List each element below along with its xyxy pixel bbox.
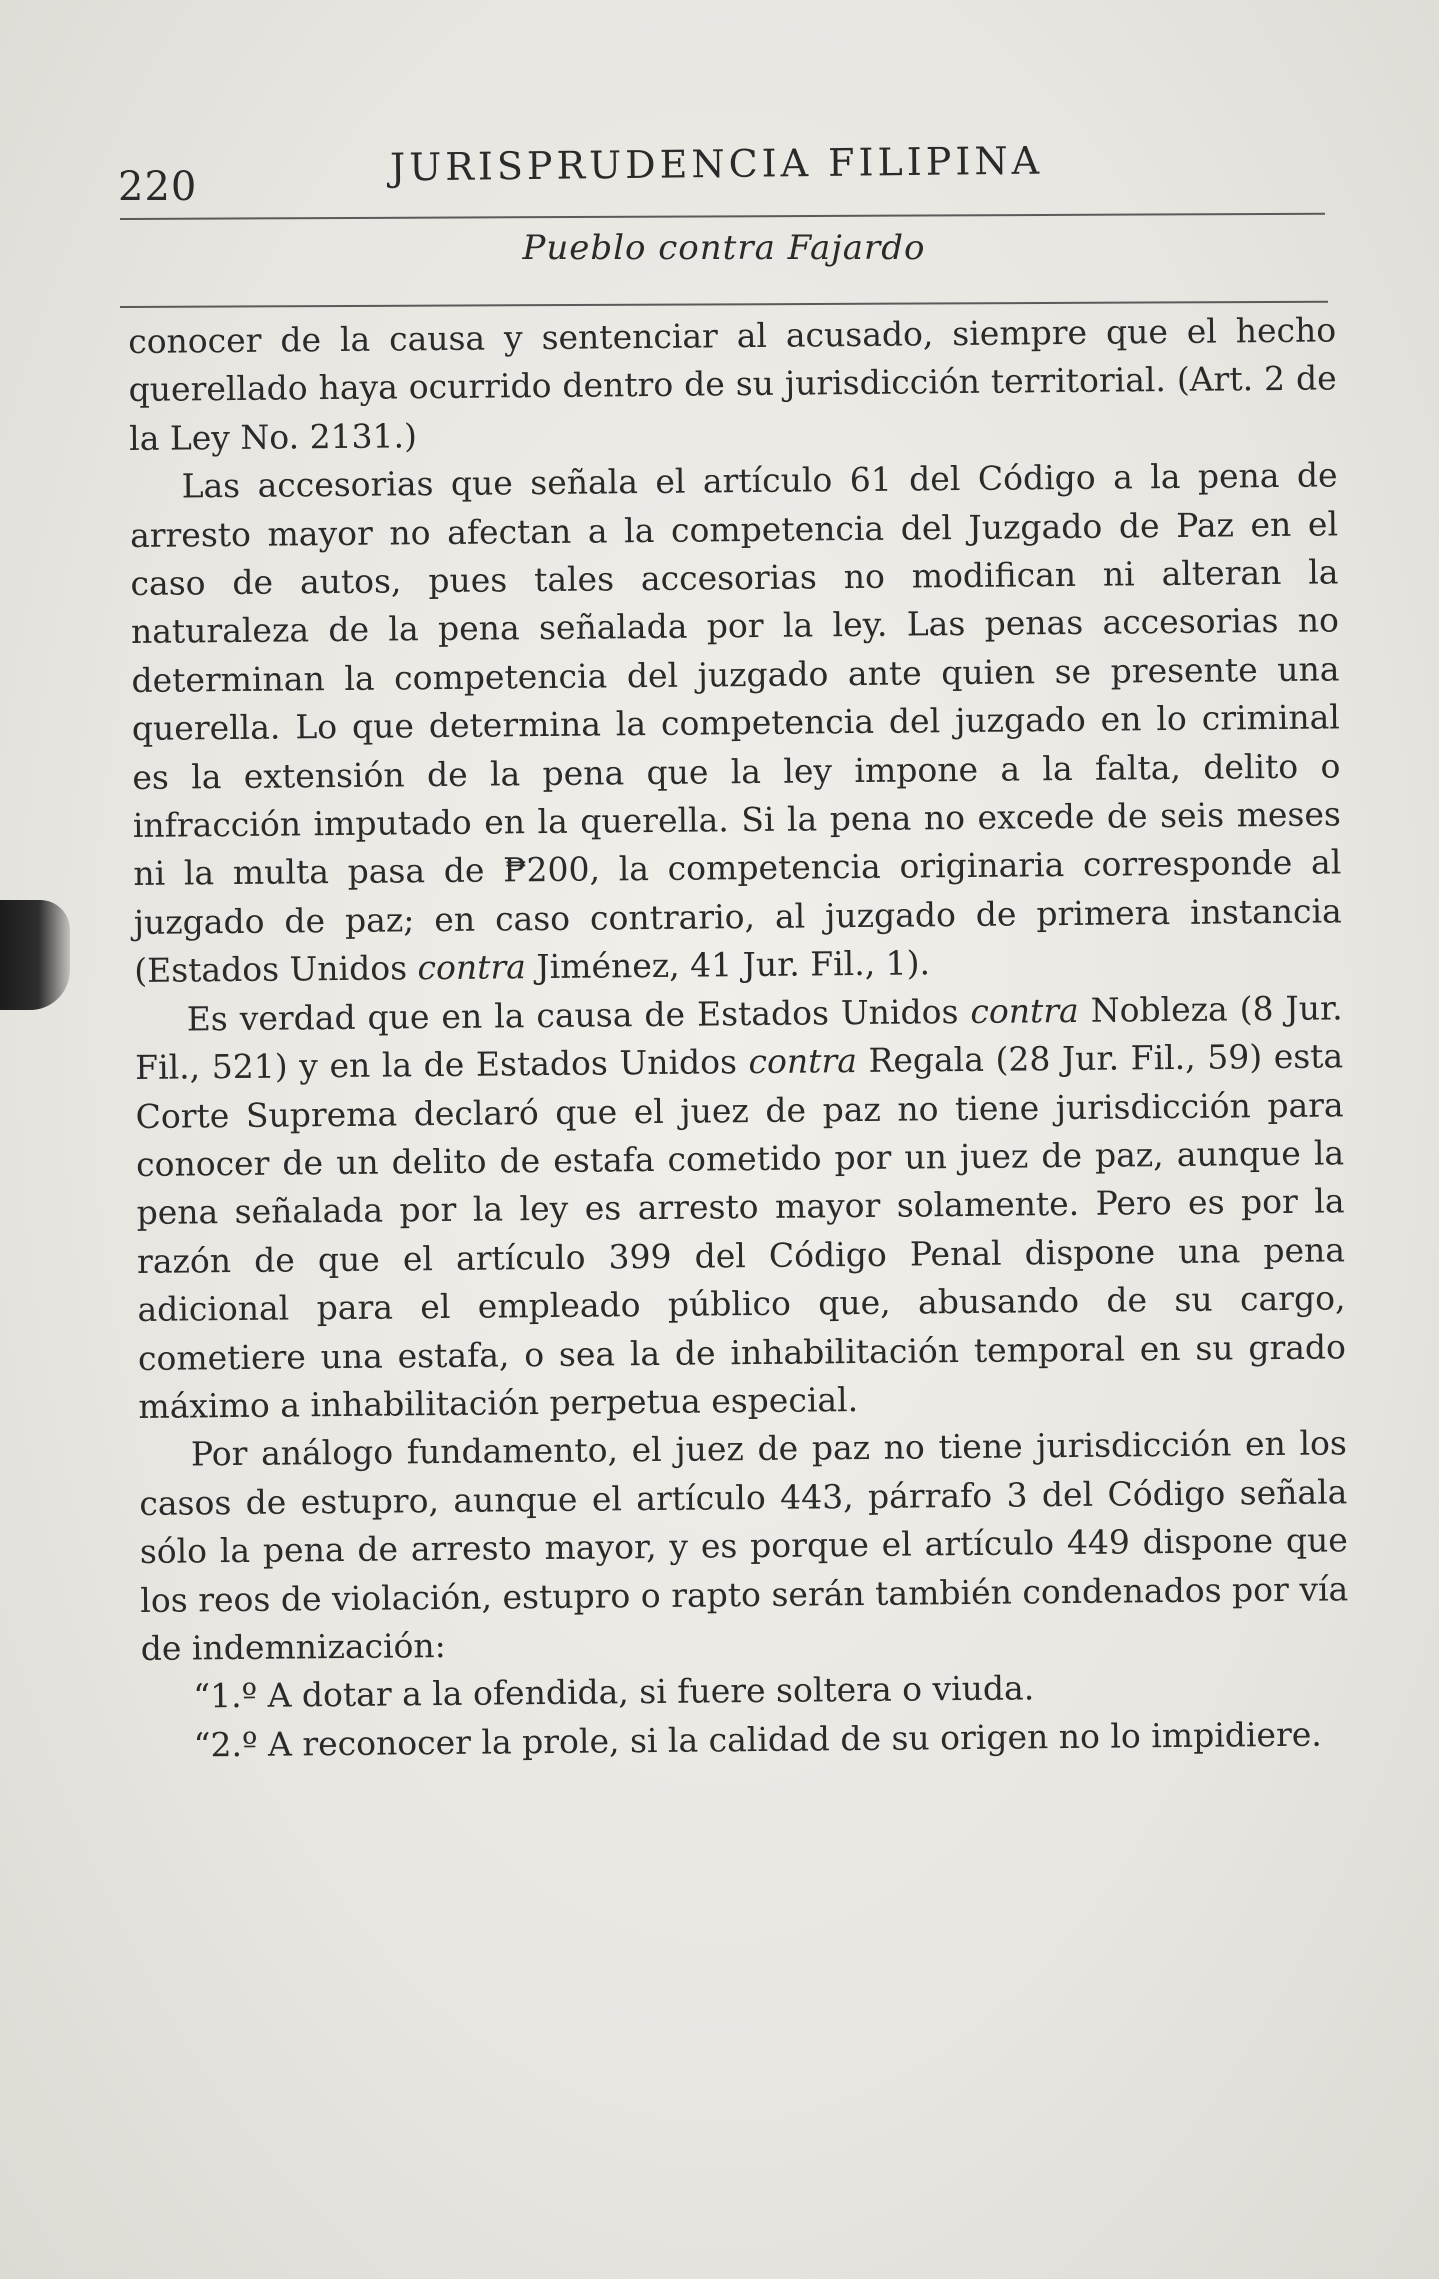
paragraph-6: “2.º A reconocer la prole, si la calidad de su origen no lo impidiere. (193, 1714, 1322, 1765)
page-number: 220 (118, 164, 198, 210)
paragraph-4: Por análogo fundamento, el juez de paz no tiene jurisdicción en los casos de estupro, aunque el artículo 443, párrafo 3 del Código señala sólo la pena de arresto mayor, y es porque el artículo 449 dispone que los reos de violación, estupro o rapto serán también condenados por vía de indemnización: (139, 1423, 1349, 1668)
thumb-shadow (0, 900, 70, 1010)
body-text (128, 306, 1350, 1770)
case-title: Pueblo contra Fajardo (522, 228, 926, 268)
journal-title: JURISPRUDENCIA FILIPINA (389, 138, 1044, 190)
paragraph-5: “1.º A dotar a la ofendida, si fuere soltera o viuda. (193, 1668, 1035, 1716)
paragraph-1: conocer de la causa y sentenciar al acusado, siempre que el hecho querellado haya ocurrido dentro de su jurisdicción territorial. (Art. 2 de la Ley No. 2131.) (128, 310, 1337, 458)
header-rule-bottom (120, 301, 1328, 308)
running-head (118, 138, 1328, 214)
paragraph-3: Es verdad que en la causa de Estados Unidos contra Nobleza (8 Jur. Fil., 521) y en la de Estados Unidos contra Regala (28 Jur. Fil., 59) esta Corte Suprema declaró que el juez de paz no tiene jurisdicción para conocer de un delito de estafa cometido por un juez de paz, aunque la pena señalada por la ley es arresto mayor solamente. Pero es por la razón de que el artículo 399 del Código Penal dispone una pena adicional para el empleado público que, abusando de su cargo, cometiere una estafa, o sea la de inhabilitación temporal en su grado máximo a inhabilitación perpetua especial. (135, 988, 1347, 1426)
paragraph-2: Las accesorias que señala el artículo 61 del Código a la pena de arresto mayor no afectan a la competencia del Juzgado de Paz en el caso de autos, pues tales accesorias no modifican ni alteran la naturaleza de la pena señalada por la ley. Las penas accesorias no determinan la competencia del juzgado ante quien se presente una querella. Lo que determina la competencia del juzgado en lo criminal es la extensión de la pena que la ley impone a la falta, delito o infracción imputado en la querella. Si la pena no excede de seis meses ni la multa pasa de ₱200, la competencia originaria corresponde al juzgado de paz; en caso contrario, al juzgado de primera instancia (Estados Unidos contra Jiménez, 41 Jur. Fil., 1). (129, 455, 1342, 991)
